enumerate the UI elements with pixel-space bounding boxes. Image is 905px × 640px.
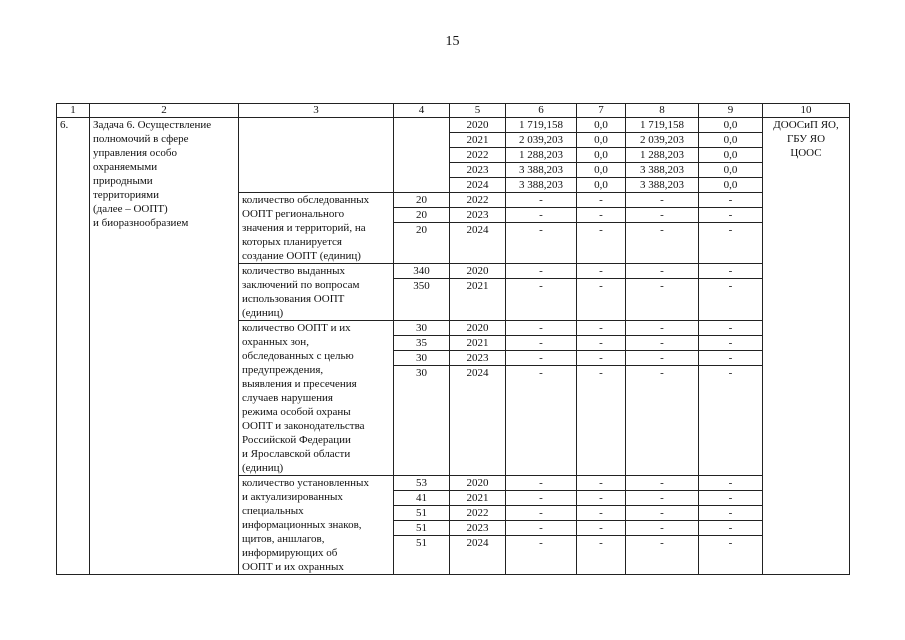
indicator-value: 350 [413,280,430,292]
indicator-years [450,264,506,321]
task-line: природными [93,175,153,187]
indicator-year: 2020 [450,264,505,279]
executor-line: ЦООС [790,147,822,159]
indicator-value: 30 [394,321,449,336]
dash-value: - [577,193,625,208]
dash-cell-col8 [626,321,699,476]
indicator-value: 30 [394,351,449,366]
indicator-line: выявления и пресечения [242,378,357,390]
finance-year: 2024 [450,178,506,193]
dash-cell-col6 [506,193,577,264]
dash-value: - [506,336,576,351]
page-number: 15 [445,34,460,49]
dash-value: - [626,491,698,506]
finance-year: 2020 [450,118,506,133]
finance-c7: 0,0 [577,148,626,163]
dash-cell-col9 [699,264,763,321]
dash-value: - [539,537,543,549]
indicator-year: 2021 [450,491,505,506]
indicator-year: 2024 [466,367,489,379]
program-table [56,103,850,575]
finance-c8: 3 388,203 [626,163,699,178]
dash-value: - [599,367,603,379]
finance-c8: 1 288,203 [626,148,699,163]
indicator-year: 2022 [450,193,505,208]
dash-value: - [577,336,625,351]
indicator-description [239,321,394,476]
indicator-value: 41 [394,491,449,506]
finance-c6: 1 719,158 [506,118,577,133]
header-cell: 3 [239,104,394,118]
header-cell: 5 [450,104,506,118]
indicator-line: количество обследованных [242,194,370,206]
dash-cell-col6 [506,321,577,476]
indicator-line: ООПТ и их охранных [242,561,344,573]
task-description [90,118,239,575]
indicator-description [239,193,394,264]
dash-value: - [577,351,625,366]
indicator-line: случаев нарушения [242,392,333,404]
dash-value: - [699,336,762,351]
empty-value-cell [394,118,450,193]
dash-value: - [660,537,664,549]
indicator-line: информационных знаков, [242,519,362,531]
indicator-line: и Ярославской области [242,448,351,460]
finance-c7: 0,0 [577,133,626,148]
dash-cell-col8 [626,476,699,575]
finance-c6: 2 039,203 [506,133,577,148]
indicator-line: использования ООПТ [242,293,345,305]
indicator-year: 2023 [450,521,505,536]
finance-year: 2022 [450,148,506,163]
dash-value: - [506,521,576,536]
header-cell: 7 [577,104,626,118]
indicator-year: 2022 [450,506,505,521]
finance-c9: 0,0 [699,178,763,193]
indicator-line: предупреждения, [242,364,324,376]
dash-cell-col7 [577,321,626,476]
finance-c8: 3 388,203 [626,178,699,193]
indicator-value: 30 [416,367,427,379]
indicator-year: 2020 [450,321,505,336]
finance-c7: 0,0 [577,163,626,178]
dash-value: - [506,193,576,208]
dash-value: - [506,208,576,223]
indicator-years [450,193,506,264]
dash-value: - [660,367,664,379]
dash-value: - [626,264,698,279]
dash-value: - [728,367,733,379]
indicator-year: 2023 [450,208,505,223]
dash-value: - [577,521,625,536]
finance-year: 2021 [450,133,506,148]
dash-value: - [506,264,576,279]
finance-c6: 3 388,203 [506,163,577,178]
dash-value: - [506,351,576,366]
indicator-line: специальных [242,505,304,517]
dash-value: - [577,476,625,491]
indicator-value: 51 [394,521,449,536]
indicator-value: 53 [394,476,449,491]
dash-value: - [660,224,664,236]
indicator-values [394,476,450,575]
row-number: 6. [57,118,90,575]
dash-value: - [599,224,603,236]
finance-year: 2023 [450,163,506,178]
finance-c7: 0,0 [577,118,626,133]
indicator-line: обследованных с целью [242,350,354,362]
indicator-value: 20 [416,224,427,236]
header-cell: 2 [90,104,239,118]
dash-value: - [506,491,576,506]
finance-c9: 0,0 [699,133,763,148]
dash-value: - [599,280,603,292]
dash-cell-col6 [506,476,577,575]
indicator-line: Российской Федерации [242,434,351,446]
indicator-year: 2024 [466,537,489,549]
task-line: Задача 6. Осуществление [93,119,212,131]
indicator-line: ООПТ регионального [242,208,345,220]
dash-value: - [626,208,698,223]
task-line: управления особо [93,147,178,159]
dash-value: - [626,336,698,351]
indicator-line: охранных зон, [242,336,309,348]
indicator-year: 2024 [466,224,489,236]
header-cell: 10 [763,104,850,118]
dash-value: - [506,506,576,521]
finance-c8: 1 719,158 [626,118,699,133]
indicator-value: 20 [394,208,449,223]
task-line: (далее – ООПТ) [93,203,168,215]
indicator-year: 2021 [450,336,505,351]
dash-cell-col9 [699,321,763,476]
dash-value: - [699,476,762,491]
dash-cell-col8 [626,193,699,264]
indicator-value: 51 [394,506,449,521]
finance-c9: 0,0 [699,148,763,163]
finance-row [57,118,850,133]
indicator-description [239,476,394,575]
executor-line: ГБУ ЯО [786,133,826,145]
dash-value: - [699,521,762,536]
indicator-line: ООПТ и законодательства [242,420,365,432]
finance-c6: 1 288,203 [506,148,577,163]
dash-value: - [539,224,543,236]
dash-cell-col9 [699,193,763,264]
header-cell: 6 [506,104,577,118]
dash-cell-col7 [577,193,626,264]
dash-value: - [539,367,543,379]
dash-value: - [626,521,698,536]
header-cell: 8 [626,104,699,118]
dash-value: - [506,321,576,336]
finance-c6: 3 388,203 [506,178,577,193]
indicator-line: информирующих об [242,547,338,559]
finance-c8: 2 039,203 [626,133,699,148]
dash-value: - [599,537,603,549]
dash-value: - [626,193,698,208]
dash-value: - [699,506,762,521]
indicator-values [394,264,450,321]
dash-value: - [728,280,733,292]
dash-value: - [626,351,698,366]
dash-value: - [577,208,625,223]
finance-c9: 0,0 [699,118,763,133]
indicator-years [450,321,506,476]
indicator-year: 2020 [450,476,505,491]
dash-value: - [699,208,762,223]
indicator-line: которых планируется [242,236,342,248]
indicator-line: заключений по вопросам [242,279,360,291]
dash-value: - [728,537,733,549]
dash-value: - [728,224,733,236]
executor-line: ДООСиП ЯО, [773,119,839,131]
dash-value: - [626,321,698,336]
task-line: полномочий в сфере [93,133,189,145]
dash-value: - [577,506,625,521]
dash-value: - [506,476,576,491]
finance-c9: 0,0 [699,163,763,178]
dash-value: - [577,321,625,336]
indicator-value: 20 [394,193,449,208]
dash-value: - [626,506,698,521]
executor [763,118,850,575]
indicator-years [450,476,506,575]
indicator-values [394,321,450,476]
header-cell: 9 [699,104,763,118]
task-line: и биоразнообразием [93,217,189,229]
indicator-value: 51 [416,537,427,549]
dash-cell-col7 [577,476,626,575]
header-row [57,104,850,118]
header-cell: 1 [57,104,90,118]
indicator-line: (единиц) [242,307,284,319]
header-cell: 4 [394,104,450,118]
dash-value: - [660,280,664,292]
indicator-year: 2021 [466,280,489,292]
indicator-value: 340 [394,264,449,279]
indicator-description [239,264,394,321]
dash-value: - [699,193,762,208]
finance-c7: 0,0 [577,178,626,193]
empty-indicator-cell [239,118,394,193]
dash-value: - [699,264,762,279]
dash-cell-col9 [699,476,763,575]
indicator-line: щитов, аншлагов, [242,533,325,545]
dash-value: - [699,491,762,506]
dash-value: - [539,280,543,292]
dash-cell-col7 [577,264,626,321]
indicator-line: создание ООПТ (единиц) [242,250,361,262]
indicator-line: режима особой охраны [242,406,351,418]
task-line: охраняемыми [93,161,158,173]
task-line: территориями [93,189,160,201]
dash-value: - [577,264,625,279]
indicator-line: количество установленных [242,477,369,489]
indicator-line: и актуализированных [242,491,343,503]
dash-value: - [699,321,762,336]
dash-cell-col8 [626,264,699,321]
indicator-line: значения и территорий, на [242,222,366,234]
indicator-values [394,193,450,264]
dash-value: - [699,351,762,366]
dash-value: - [626,476,698,491]
dash-cell-col6 [506,264,577,321]
indicator-line: количество выданных [242,265,345,277]
dash-value: - [577,491,625,506]
indicator-value: 35 [394,336,449,351]
indicator-line: (единиц) [242,462,284,474]
indicator-year: 2023 [450,351,505,366]
indicator-line: количество ООПТ и их [242,322,351,334]
